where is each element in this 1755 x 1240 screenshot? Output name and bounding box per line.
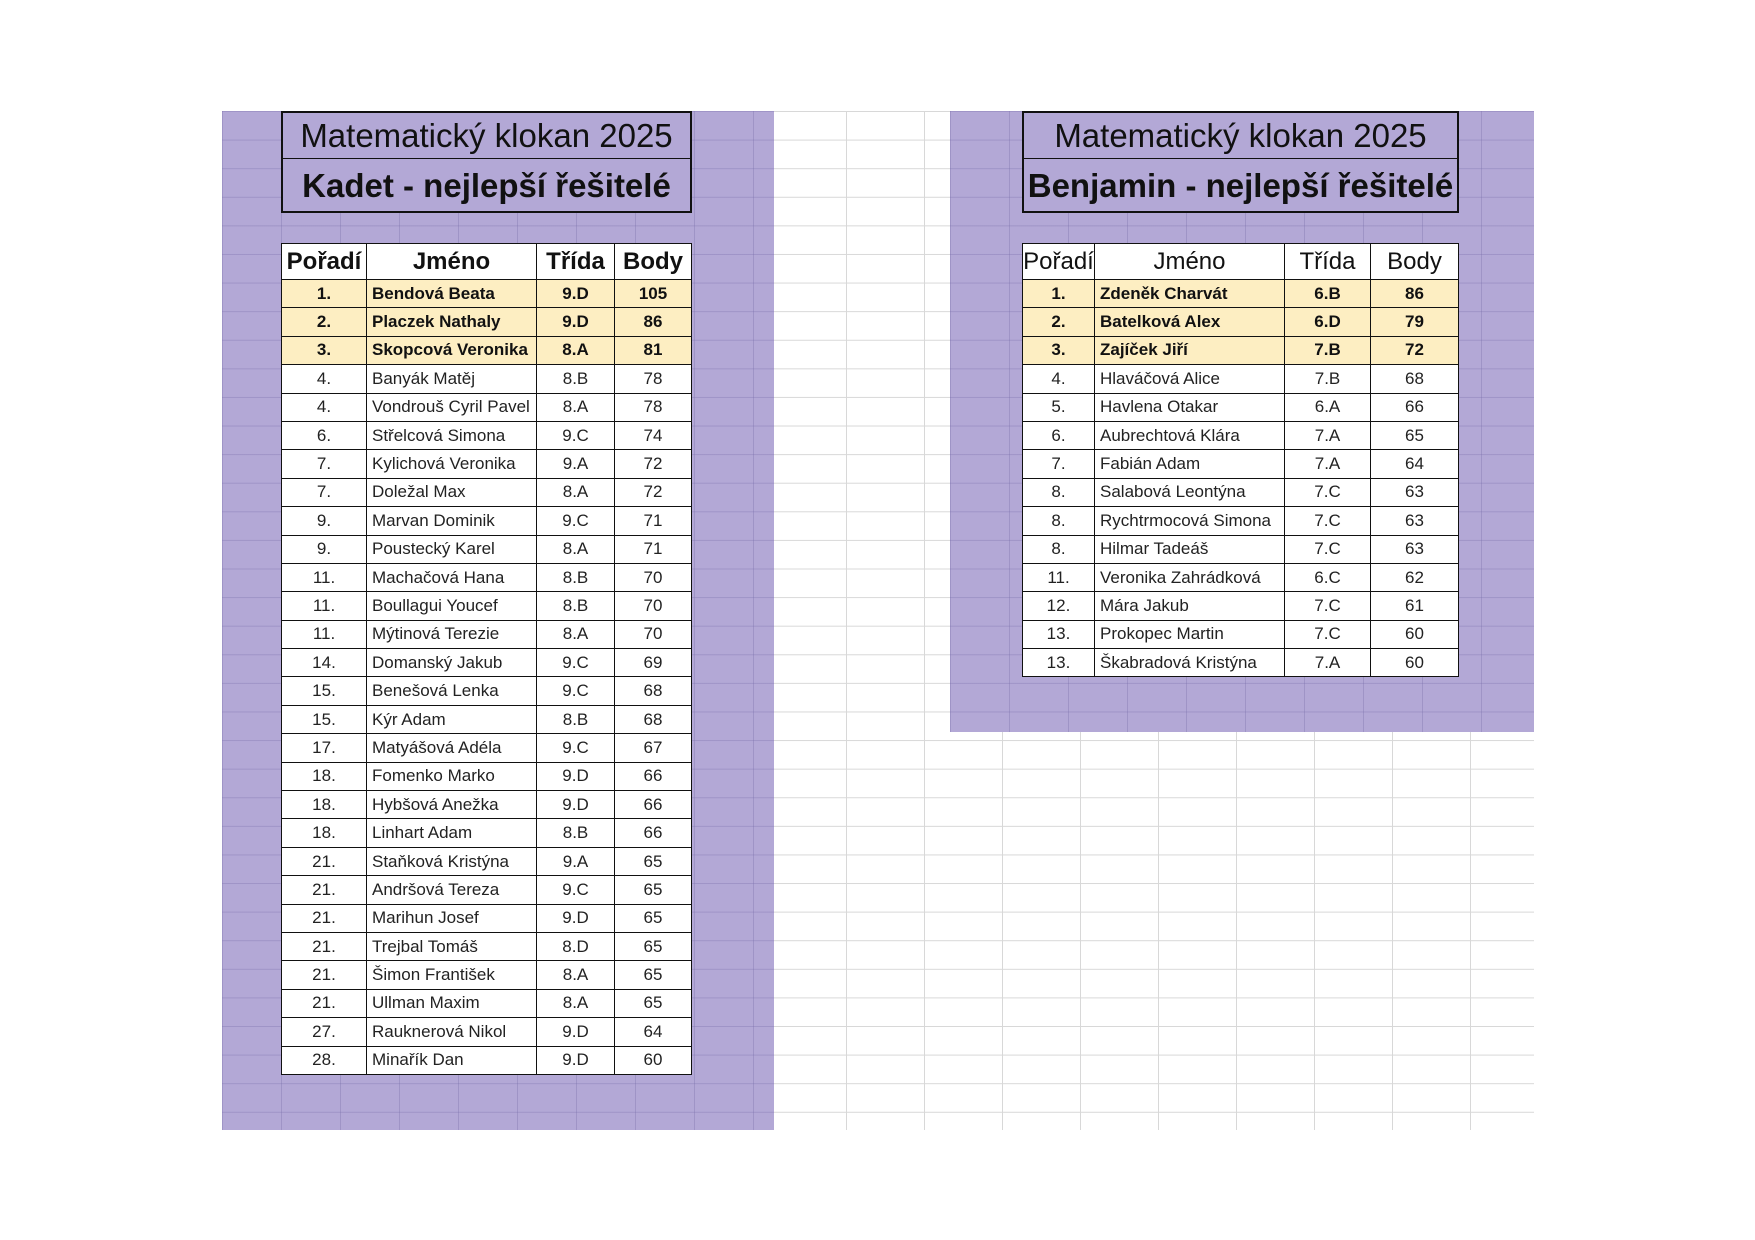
- rank-cell: 7.: [1023, 450, 1095, 478]
- table-row: [1023, 507, 1459, 535]
- table-row: [1023, 421, 1459, 449]
- points-cell: 60: [615, 1046, 692, 1074]
- points-cell: 68: [615, 677, 692, 705]
- name-cell: Marvan Dominik: [367, 507, 537, 535]
- table-row: [282, 620, 692, 648]
- rank-cell: 1.: [1023, 280, 1095, 308]
- rank-cell: 7.: [282, 450, 367, 478]
- points-cell: 78: [615, 393, 692, 421]
- rank-cell: 13.: [1023, 649, 1095, 677]
- kadet-title: Matematický klokan 2025: [283, 113, 690, 159]
- class-cell: 9.C: [537, 649, 615, 677]
- name-cell: Boullagui Youcef: [367, 592, 537, 620]
- points-cell: 63: [1371, 535, 1459, 563]
- table-row: [1023, 592, 1459, 620]
- class-cell: 7.C: [1285, 478, 1371, 506]
- header-points: Body: [1371, 244, 1459, 280]
- table-row: [282, 592, 692, 620]
- points-cell: 60: [1371, 649, 1459, 677]
- rank-cell: 15.: [282, 705, 367, 733]
- table-row: [282, 336, 692, 364]
- table-row: [1023, 535, 1459, 563]
- rank-cell: 12.: [1023, 592, 1095, 620]
- name-cell: Fomenko Marko: [367, 762, 537, 790]
- table-row: [282, 876, 692, 904]
- table-header-row: [282, 244, 692, 280]
- rank-cell: 11.: [1023, 563, 1095, 591]
- rank-cell: 3.: [282, 336, 367, 364]
- class-cell: 9.C: [537, 421, 615, 449]
- rank-cell: 21.: [282, 989, 367, 1017]
- name-cell: Zdeněk Charvát: [1095, 280, 1285, 308]
- rank-cell: 15.: [282, 677, 367, 705]
- name-cell: Trejbal Tomáš: [367, 932, 537, 960]
- points-cell: 65: [615, 932, 692, 960]
- name-cell: Bendová Beata: [367, 280, 537, 308]
- points-cell: 61: [1371, 592, 1459, 620]
- table-row: [282, 847, 692, 875]
- class-cell: 9.C: [537, 507, 615, 535]
- name-cell: Batelková Alex: [1095, 308, 1285, 336]
- name-cell: Aubrechtová Klára: [1095, 421, 1285, 449]
- class-cell: 6.D: [1285, 308, 1371, 336]
- table-row: [282, 989, 692, 1017]
- name-cell: Poustecký Karel: [367, 535, 537, 563]
- points-cell: 65: [615, 876, 692, 904]
- name-cell: Mýtinová Terezie: [367, 620, 537, 648]
- benjamin-title: Matematický klokan 2025: [1024, 113, 1457, 159]
- name-cell: Benešová Lenka: [367, 677, 537, 705]
- name-cell: Mára Jakub: [1095, 592, 1285, 620]
- points-cell: 60: [1371, 620, 1459, 648]
- class-cell: 8.A: [537, 478, 615, 506]
- name-cell: Kylichová Veronika: [367, 450, 537, 478]
- points-cell: 65: [615, 989, 692, 1017]
- table-row: [282, 450, 692, 478]
- points-cell: 72: [615, 450, 692, 478]
- benjamin-results-table: [1022, 243, 1459, 677]
- class-cell: 7.C: [1285, 535, 1371, 563]
- name-cell: Kýr Adam: [367, 705, 537, 733]
- table-row: [282, 563, 692, 591]
- class-cell: 9.D: [537, 1046, 615, 1074]
- points-cell: 63: [1371, 507, 1459, 535]
- points-cell: 86: [1371, 280, 1459, 308]
- table-row: [1023, 478, 1459, 506]
- name-cell: Andršová Tereza: [367, 876, 537, 904]
- class-cell: 8.A: [537, 393, 615, 421]
- points-cell: 71: [615, 535, 692, 563]
- rank-cell: 18.: [282, 762, 367, 790]
- header-points: Body: [615, 244, 692, 280]
- rank-cell: 8.: [1023, 507, 1095, 535]
- rank-cell: 21.: [282, 932, 367, 960]
- class-cell: 7.C: [1285, 620, 1371, 648]
- table-row: [1023, 620, 1459, 648]
- class-cell: 8.B: [537, 563, 615, 591]
- class-cell: 9.D: [537, 904, 615, 932]
- rank-cell: 11.: [282, 620, 367, 648]
- name-cell: Hybšová Anežka: [367, 791, 537, 819]
- table-row: [282, 507, 692, 535]
- rank-cell: 21.: [282, 847, 367, 875]
- benjamin-subtitle: Benjamin - nejlepší řešitelé: [1027, 167, 1454, 204]
- table-row: [282, 393, 692, 421]
- table-row: [282, 1046, 692, 1074]
- rank-cell: 28.: [282, 1046, 367, 1074]
- rank-cell: 9.: [282, 507, 367, 535]
- class-cell: 9.D: [537, 762, 615, 790]
- rank-cell: 9.: [282, 535, 367, 563]
- table-row: [282, 1018, 692, 1046]
- class-cell: 7.C: [1285, 592, 1371, 620]
- class-cell: 7.A: [1285, 421, 1371, 449]
- table-row: [282, 365, 692, 393]
- rank-cell: 8.: [1023, 535, 1095, 563]
- benjamin-title-box: [1022, 111, 1459, 213]
- name-cell: Rychtrmocová Simona: [1095, 507, 1285, 535]
- class-cell: 9.D: [537, 791, 615, 819]
- points-cell: 70: [615, 563, 692, 591]
- name-cell: Salabová Leontýna: [1095, 478, 1285, 506]
- benjamin-results-panel: [1022, 111, 1459, 677]
- points-cell: 72: [615, 478, 692, 506]
- header-name: Jméno: [1095, 244, 1285, 280]
- points-cell: 62: [1371, 563, 1459, 591]
- points-cell: 65: [615, 961, 692, 989]
- name-cell: Vondrouš Cyril Pavel: [367, 393, 537, 421]
- points-cell: 74: [615, 421, 692, 449]
- header-name: Jméno: [367, 244, 537, 280]
- points-cell: 65: [615, 904, 692, 932]
- name-cell: Minařík Dan: [367, 1046, 537, 1074]
- class-cell: 8.A: [537, 961, 615, 989]
- points-cell: 65: [1371, 421, 1459, 449]
- name-cell: Machačová Hana: [367, 563, 537, 591]
- name-cell: Linhart Adam: [367, 819, 537, 847]
- rank-cell: 6.: [282, 421, 367, 449]
- points-cell: 66: [615, 819, 692, 847]
- class-cell: 9.C: [537, 734, 615, 762]
- class-cell: 8.B: [537, 365, 615, 393]
- name-cell: Fabián Adam: [1095, 450, 1285, 478]
- rank-cell: 13.: [1023, 620, 1095, 648]
- class-cell: 7.B: [1285, 365, 1371, 393]
- rank-cell: 4.: [282, 365, 367, 393]
- class-cell: 6.B: [1285, 280, 1371, 308]
- rank-cell: 14.: [282, 649, 367, 677]
- table-row: [1023, 365, 1459, 393]
- rank-cell: 18.: [282, 819, 367, 847]
- class-cell: 6.A: [1285, 393, 1371, 421]
- table-row: [282, 478, 692, 506]
- name-cell: Banyák Matěj: [367, 365, 537, 393]
- table-row: [282, 961, 692, 989]
- class-cell: 9.C: [537, 677, 615, 705]
- points-cell: 65: [615, 847, 692, 875]
- table-row: [282, 677, 692, 705]
- name-cell: Škabradová Kristýna: [1095, 649, 1285, 677]
- table-row: [282, 819, 692, 847]
- points-cell: 79: [1371, 308, 1459, 336]
- kadet-results-table: [281, 243, 692, 1075]
- rank-cell: 7.: [282, 478, 367, 506]
- table-row: [282, 649, 692, 677]
- rank-cell: 18.: [282, 791, 367, 819]
- name-cell: Veronika Zahrádková: [1095, 563, 1285, 591]
- class-cell: 8.B: [537, 592, 615, 620]
- table-row: [282, 280, 692, 308]
- points-cell: 64: [615, 1018, 692, 1046]
- rank-cell: 4.: [1023, 365, 1095, 393]
- rank-cell: 21.: [282, 961, 367, 989]
- class-cell: 6.C: [1285, 563, 1371, 591]
- name-cell: Prokopec Martin: [1095, 620, 1285, 648]
- points-cell: 64: [1371, 450, 1459, 478]
- table-row: [1023, 393, 1459, 421]
- table-row: [1023, 280, 1459, 308]
- kadet-subtitle: Kadet - nejlepší řešitelé: [302, 167, 671, 204]
- rank-cell: 5.: [1023, 393, 1095, 421]
- name-cell: Domanský Jakub: [367, 649, 537, 677]
- rank-cell: 2.: [1023, 308, 1095, 336]
- name-cell: Hilmar Tadeáš: [1095, 535, 1285, 563]
- table-row: [1023, 308, 1459, 336]
- class-cell: 8.A: [537, 989, 615, 1017]
- header-rank: Pořadí: [1023, 244, 1095, 280]
- name-cell: Hlaváčová Alice: [1095, 365, 1285, 393]
- points-cell: 67: [615, 734, 692, 762]
- class-cell: 9.D: [537, 280, 615, 308]
- rank-cell: 2.: [282, 308, 367, 336]
- points-cell: 71: [615, 507, 692, 535]
- header-rank: Pořadí: [282, 244, 367, 280]
- class-cell: 9.A: [537, 450, 615, 478]
- points-cell: 86: [615, 308, 692, 336]
- rank-cell: 6.: [1023, 421, 1095, 449]
- points-cell: 69: [615, 649, 692, 677]
- name-cell: Ullman Maxim: [367, 989, 537, 1017]
- table-row: [282, 904, 692, 932]
- class-cell: 7.C: [1285, 507, 1371, 535]
- name-cell: Havlena Otakar: [1095, 393, 1285, 421]
- rank-cell: 1.: [282, 280, 367, 308]
- table-row: [282, 535, 692, 563]
- name-cell: Marihun Josef: [367, 904, 537, 932]
- name-cell: Rauknerová Nikol: [367, 1018, 537, 1046]
- table-row: [1023, 336, 1459, 364]
- class-cell: 9.D: [537, 308, 615, 336]
- class-cell: 8.A: [537, 620, 615, 648]
- rank-cell: 3.: [1023, 336, 1095, 364]
- points-cell: 72: [1371, 336, 1459, 364]
- kadet-title-box: [281, 111, 692, 213]
- points-cell: 78: [615, 365, 692, 393]
- class-cell: 8.B: [537, 819, 615, 847]
- header-class: Třída: [537, 244, 615, 280]
- points-cell: 66: [615, 791, 692, 819]
- class-cell: 9.A: [537, 847, 615, 875]
- header-class: Třída: [1285, 244, 1371, 280]
- class-cell: 7.A: [1285, 450, 1371, 478]
- name-cell: Skopcová Veronika: [367, 336, 537, 364]
- table-row: [282, 734, 692, 762]
- points-cell: 68: [1371, 365, 1459, 393]
- name-cell: Střelcová Simona: [367, 421, 537, 449]
- class-cell: 8.D: [537, 932, 615, 960]
- rank-cell: 8.: [1023, 478, 1095, 506]
- name-cell: Matyášová Adéla: [367, 734, 537, 762]
- rank-cell: 11.: [282, 592, 367, 620]
- points-cell: 68: [615, 705, 692, 733]
- points-cell: 105: [615, 280, 692, 308]
- class-cell: 7.A: [1285, 649, 1371, 677]
- rank-cell: 4.: [282, 393, 367, 421]
- points-cell: 70: [615, 592, 692, 620]
- table-row: [282, 705, 692, 733]
- name-cell: Šimon František: [367, 961, 537, 989]
- table-row: [1023, 563, 1459, 591]
- class-cell: 7.B: [1285, 336, 1371, 364]
- class-cell: 8.A: [537, 336, 615, 364]
- table-row: [1023, 450, 1459, 478]
- table-row: [282, 791, 692, 819]
- table-row: [282, 421, 692, 449]
- points-cell: 81: [615, 336, 692, 364]
- class-cell: 9.C: [537, 876, 615, 904]
- table-row: [1023, 649, 1459, 677]
- rank-cell: 21.: [282, 904, 367, 932]
- rank-cell: 11.: [282, 563, 367, 591]
- rank-cell: 17.: [282, 734, 367, 762]
- rank-cell: 21.: [282, 876, 367, 904]
- class-cell: 8.A: [537, 535, 615, 563]
- class-cell: 8.B: [537, 705, 615, 733]
- name-cell: Zajíček Jiří: [1095, 336, 1285, 364]
- points-cell: 66: [615, 762, 692, 790]
- table-row: [282, 762, 692, 790]
- points-cell: 63: [1371, 478, 1459, 506]
- points-cell: 70: [615, 620, 692, 648]
- name-cell: Doležal Max: [367, 478, 537, 506]
- rank-cell: 27.: [282, 1018, 367, 1046]
- kadet-results-panel: [281, 111, 692, 1075]
- class-cell: 9.D: [537, 1018, 615, 1046]
- points-cell: 66: [1371, 393, 1459, 421]
- table-header-row: [1023, 244, 1459, 280]
- name-cell: Placzek Nathaly: [367, 308, 537, 336]
- table-row: [282, 308, 692, 336]
- table-row: [282, 932, 692, 960]
- name-cell: Staňková Kristýna: [367, 847, 537, 875]
